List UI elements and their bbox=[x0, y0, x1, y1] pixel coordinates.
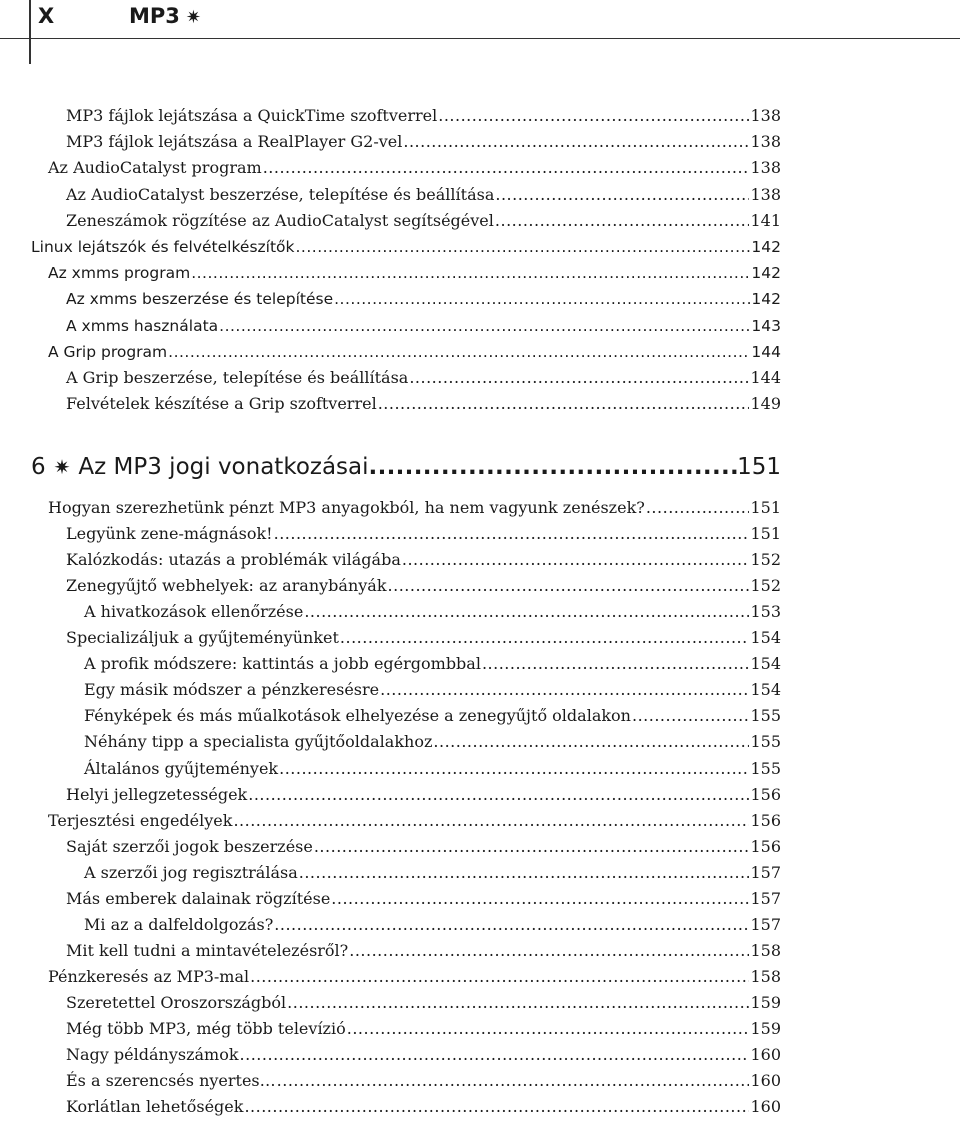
toc-entry bbox=[84, 705, 781, 727]
toc-entry-page-number: 142 bbox=[751, 238, 781, 256]
toc-entry-title: A hivatkozások ellenőrzése bbox=[84, 602, 304, 621]
toc-entry-title: Korlátlan lehetőségek bbox=[66, 1097, 244, 1116]
toc-entry-title: Saját szerzői jogok beszerzése bbox=[66, 837, 313, 856]
chapter-heading bbox=[31, 452, 781, 482]
toc-entry bbox=[66, 105, 781, 127]
toc-entry-title: Az xmms beszerzése és telepítése bbox=[66, 290, 334, 308]
toc-entry-title: A Grip program bbox=[48, 343, 168, 361]
toc-entry-page-number: 154 bbox=[750, 654, 781, 673]
toc-entry-page-number: 152 bbox=[750, 550, 781, 569]
asterisk-ornament-icon: ✷ bbox=[185, 7, 201, 28]
dot-leader bbox=[219, 315, 750, 337]
toc-entry bbox=[66, 888, 781, 910]
toc-entry bbox=[84, 862, 781, 884]
toc-entry bbox=[66, 940, 781, 962]
toc-entry-page-number: 142 bbox=[751, 264, 781, 282]
toc-entry-title: A szerzői jog regisztrálása bbox=[84, 863, 298, 882]
toc-entry-page-number: 144 bbox=[750, 368, 781, 387]
toc-entry-page-number: 138 bbox=[750, 106, 781, 125]
toc-entry bbox=[66, 575, 781, 597]
toc-entry-page-number: 144 bbox=[751, 343, 781, 361]
toc-entry bbox=[84, 653, 781, 675]
toc-entry bbox=[66, 836, 781, 858]
chapter-title: Az MP3 jogi vonatkozásai bbox=[78, 454, 369, 480]
toc-entry bbox=[84, 914, 781, 936]
toc-entry-title: Helyi jellegzetességek bbox=[66, 785, 248, 804]
toc-entry-title: Legyünk zene-mágnások! bbox=[66, 524, 273, 543]
dot-leader bbox=[277, 1070, 750, 1092]
dot-leader bbox=[438, 105, 749, 127]
toc-entry bbox=[66, 1018, 781, 1040]
header-vertical-rule bbox=[29, 0, 31, 64]
toc-entry-title: Felvételek készítése a Grip szoftverrel bbox=[66, 394, 377, 413]
toc-entry-title: Mit kell tudni a mintavételezésről? bbox=[66, 941, 349, 960]
toc-entry-title: MP3 fájlok lejátszása a QuickTime szoftverrel bbox=[66, 106, 438, 125]
toc-entry-title: A Grip beszerzése, telepítése és beállítása bbox=[66, 368, 409, 387]
toc-entry bbox=[48, 262, 781, 284]
asterisk-ornament-icon: ✷ bbox=[53, 455, 71, 479]
dot-leader bbox=[482, 653, 750, 675]
toc-entry-page-number: 151 bbox=[750, 524, 781, 543]
toc-entry-title: Zenegyűjtő webhelyek: az aranybányák bbox=[66, 576, 387, 595]
dot-leader bbox=[495, 184, 749, 206]
dot-leader bbox=[340, 627, 750, 649]
toc-entry-title: Az AudioCatalyst beszerzése, telepítése és beállítása bbox=[66, 185, 495, 204]
dot-leader bbox=[233, 810, 749, 832]
toc-entry-title: A profik módszere: kattintás a jobb egérgombbal bbox=[84, 654, 481, 673]
toc-entry-title: Az xmms program bbox=[48, 264, 191, 282]
toc-entry-page-number: 149 bbox=[750, 394, 781, 413]
dot-leader bbox=[646, 497, 750, 519]
toc-entry bbox=[66, 393, 781, 415]
toc-entry bbox=[84, 731, 781, 753]
dot-leader bbox=[304, 601, 749, 623]
toc-entry bbox=[84, 679, 781, 701]
toc-entry-page-number: 143 bbox=[751, 317, 781, 335]
toc-entry-page-number: 156 bbox=[750, 785, 781, 804]
dot-leader bbox=[632, 705, 749, 727]
dot-leader bbox=[299, 862, 750, 884]
toc-entry bbox=[48, 157, 781, 179]
toc-entry-page-number: 154 bbox=[750, 628, 781, 647]
toc-entry-page-number: 153 bbox=[750, 602, 781, 621]
toc-entry bbox=[66, 523, 781, 545]
dot-leader bbox=[279, 758, 749, 780]
dot-leader bbox=[331, 888, 749, 910]
toc-entry-title: Nagy példányszámok bbox=[66, 1045, 239, 1064]
dot-leader bbox=[287, 992, 749, 1014]
dot-leader bbox=[334, 288, 750, 310]
toc-entry-page-number: 156 bbox=[750, 837, 781, 856]
toc-entry bbox=[66, 784, 781, 806]
toc-entry bbox=[66, 184, 781, 206]
dot-leader bbox=[388, 575, 750, 597]
dot-leader bbox=[347, 1018, 750, 1040]
toc-entry-title: Mi az a dalfeldolgozás? bbox=[84, 915, 274, 934]
toc-entry-page-number: 151 bbox=[750, 498, 781, 517]
toc-entry-page-number: 160 bbox=[750, 1097, 781, 1116]
toc-entry-page-number: 138 bbox=[750, 132, 781, 151]
toc-entry-page-number: 155 bbox=[750, 732, 781, 751]
dot-leader bbox=[403, 131, 749, 153]
dot-leader bbox=[409, 367, 749, 389]
toc-entry-title: Fényképek és más műalkotások elhelyezése a zenegyűjtő oldalakon bbox=[84, 706, 631, 725]
dot-leader bbox=[168, 341, 750, 363]
toc-entry-page-number: 157 bbox=[750, 915, 781, 934]
toc-entry-page-number: 160 bbox=[750, 1071, 781, 1090]
toc-entry bbox=[66, 131, 781, 153]
toc-entry-page-number: 160 bbox=[750, 1045, 781, 1064]
toc-entry-page-number: 155 bbox=[750, 706, 781, 725]
toc-entry bbox=[66, 1044, 781, 1066]
toc-entry-title: Általános gyűjtemények bbox=[84, 759, 279, 778]
toc-entry bbox=[31, 236, 781, 258]
toc-entry bbox=[66, 549, 781, 571]
toc-entry bbox=[66, 288, 781, 310]
dot-leader bbox=[250, 966, 749, 988]
toc-entry-page-number: 158 bbox=[750, 967, 781, 986]
dot-leader bbox=[244, 1096, 749, 1118]
toc-entry-title: Kalózkodás: utazás a problémák világába bbox=[66, 550, 401, 569]
toc-entry-title: Linux lejátszók és felvételkészítők bbox=[31, 238, 295, 256]
section-letter: X bbox=[38, 4, 55, 28]
toc-entry bbox=[66, 315, 781, 337]
dot-leader bbox=[314, 836, 750, 858]
toc-entry-page-number: 155 bbox=[750, 759, 781, 778]
toc-entry bbox=[66, 1096, 781, 1118]
running-title-text: MP3 bbox=[129, 4, 180, 28]
toc-entry-title: Specializáljuk a gyűjteményünket bbox=[66, 628, 339, 647]
toc-entry-page-number: 159 bbox=[750, 1019, 781, 1038]
dot-leader bbox=[240, 1044, 750, 1066]
toc-entry-title: Még több MP3, még több televízió bbox=[66, 1019, 346, 1038]
dot-leader bbox=[369, 452, 738, 482]
toc-entry-page-number: 154 bbox=[750, 680, 781, 699]
toc-entry-title: Pénzkeresés az MP3-mal bbox=[48, 967, 250, 986]
toc-entry-title: A xmms használata bbox=[66, 317, 219, 335]
toc-entry-title: Hogyan szerezhetünk pénzt MP3 anyagokból, ha nem vagyunk zenészek? bbox=[48, 498, 645, 517]
toc-entry-title: Szeretettel Oroszországból bbox=[66, 993, 287, 1012]
toc-entry bbox=[48, 810, 781, 832]
toc-entry bbox=[84, 758, 781, 780]
page-header bbox=[0, 0, 960, 39]
dot-leader bbox=[296, 236, 751, 258]
toc-entry bbox=[66, 1070, 781, 1092]
toc-entry bbox=[66, 627, 781, 649]
dot-leader bbox=[191, 262, 750, 284]
toc-entry bbox=[66, 992, 781, 1014]
dot-leader bbox=[380, 679, 749, 701]
toc-entry-title: Néhány tipp a specialista gyűjtőoldalakhoz bbox=[84, 732, 433, 751]
chapter-number: 6 bbox=[31, 454, 46, 480]
toc-entry-page-number: 138 bbox=[750, 158, 781, 177]
toc-entry-page-number: 157 bbox=[750, 889, 781, 908]
toc-entry-page-number: 159 bbox=[750, 993, 781, 1012]
dot-leader bbox=[402, 549, 750, 571]
toc-entry bbox=[48, 497, 781, 519]
toc-entry-title: Zeneszámok rögzítése az AudioCatalyst segítségével bbox=[66, 211, 494, 230]
toc-entry-page-number: 157 bbox=[750, 863, 781, 882]
dot-leader bbox=[378, 393, 750, 415]
toc-entry-page-number: 138 bbox=[750, 185, 781, 204]
running-title bbox=[129, 4, 201, 28]
toc-entry-title: Terjesztési engedélyek bbox=[48, 811, 233, 830]
toc-entry-page-number: 156 bbox=[750, 811, 781, 830]
dot-leader bbox=[433, 731, 749, 753]
dot-leader bbox=[495, 210, 750, 232]
toc-entry-title: Egy másik módszer a pénzkeresésre bbox=[84, 680, 380, 699]
toc-entry-page-number: 158 bbox=[750, 941, 781, 960]
toc-entry-title: MP3 fájlok lejátszása a RealPlayer G2-vel bbox=[66, 132, 403, 151]
toc-entry-title: Az AudioCatalyst program bbox=[48, 158, 262, 177]
toc-entry bbox=[48, 341, 781, 363]
dot-leader bbox=[274, 914, 749, 936]
dot-leader bbox=[349, 940, 749, 962]
toc-entry bbox=[66, 210, 781, 232]
dot-leader bbox=[248, 784, 749, 806]
toc-entry bbox=[66, 367, 781, 389]
toc-entry-page-number: 141 bbox=[750, 211, 781, 230]
toc-entry bbox=[48, 966, 781, 988]
dot-leader bbox=[274, 523, 750, 545]
dot-leader bbox=[263, 157, 750, 179]
toc-entry-page-number: 142 bbox=[751, 290, 781, 308]
chapter-page-number: 151 bbox=[737, 454, 781, 480]
toc-entry-title: Más emberek dalainak rögzítése bbox=[66, 889, 331, 908]
toc-entry-page-number: 152 bbox=[750, 576, 781, 595]
toc-entry bbox=[84, 601, 781, 623]
toc-entry-title: És a szerencsés nyertes… bbox=[66, 1071, 276, 1090]
